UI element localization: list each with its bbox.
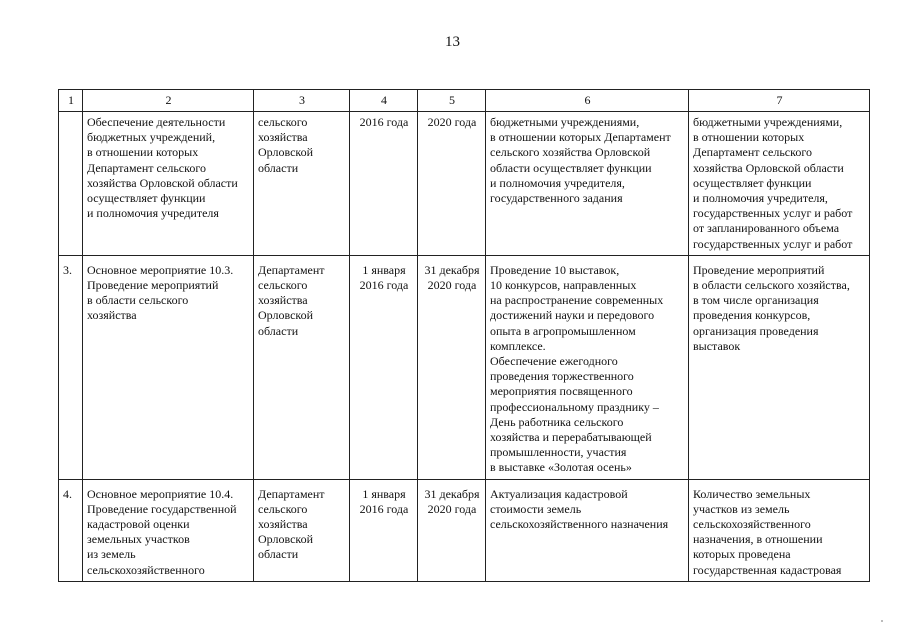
- consequences-cell: [689, 479, 870, 581]
- cell-text-line: от запланированного объема: [693, 221, 840, 236]
- start-date-cell: [350, 112, 418, 256]
- cell-text-line: бюджетных учреждений,: [87, 130, 216, 145]
- cell-text-line: Проведение государственной: [87, 501, 237, 516]
- cell-text-line: организация проведения: [693, 323, 819, 338]
- cell-text-line: хозяйства: [258, 517, 308, 532]
- cell-text-line: области: [258, 323, 299, 338]
- cell-text-line: стоимости земель: [490, 501, 582, 516]
- end-date-cell: [418, 112, 486, 256]
- table-row: [59, 112, 870, 256]
- row-number: [59, 112, 83, 256]
- cell-text-line: комплексе.: [490, 338, 546, 353]
- start-date-cell: [350, 479, 418, 581]
- end-date-cell: [418, 479, 486, 581]
- cell-text-line: Количество земельных: [693, 486, 811, 501]
- consequences-cell: [689, 112, 870, 256]
- cell-text-line: хозяйства: [87, 308, 137, 323]
- consequences-cell: [689, 255, 870, 479]
- cell-text-line: Основное мероприятие 10.3.: [87, 262, 234, 277]
- cell-text-line: 1 января: [362, 486, 406, 501]
- measure-name-cell: [83, 112, 254, 256]
- header-cell-3: 3: [254, 90, 350, 112]
- cell-text-line: хозяйства: [258, 293, 308, 308]
- cell-text-line: Орловской: [258, 532, 314, 547]
- header-cell-6: 6: [486, 90, 689, 112]
- cell-text-line: земельных участков: [87, 532, 190, 547]
- cell-text-line: на распространение современных: [490, 293, 664, 308]
- cell-text-line: сельскохозяйственного назначения: [490, 517, 669, 532]
- cell-text-line: хозяйства: [258, 130, 308, 145]
- cell-text-line: сельского: [258, 115, 308, 129]
- start-date-cell: [350, 255, 418, 479]
- table-row: [59, 479, 870, 581]
- row-number: 3.: [59, 255, 83, 479]
- cell-text-line: сельского: [258, 501, 308, 516]
- cell-text-line: проведения конкурсов,: [693, 308, 811, 323]
- header-cell-1: 1: [59, 90, 83, 112]
- cell-text-line: бюджетными учреждениями,: [693, 115, 843, 129]
- cell-text-line: которых проведена: [693, 547, 791, 562]
- cell-text-line: 31 декабря: [424, 486, 480, 501]
- cell-text-line: и полномочия учредителя,: [490, 175, 625, 190]
- cell-text-line: 2016 года: [359, 278, 409, 293]
- row-number: 4.: [59, 479, 83, 581]
- cell-text-line: Обеспечение деятельности: [87, 115, 226, 129]
- cell-text-line: Проведение мероприятий: [87, 278, 219, 293]
- cell-text-line: государственная кадастровая: [693, 562, 842, 577]
- cell-text-line: и полномочия учредителя: [87, 206, 219, 221]
- expected-result-cell: [486, 255, 689, 479]
- cell-text-line: в выставке «Золотая осень»: [490, 460, 632, 475]
- measures-table: [58, 89, 870, 582]
- cell-text-line: в отношении которых: [693, 130, 805, 145]
- cell-text-line: 2020 года: [427, 501, 477, 516]
- cell-text-line: мероприятия посвященного: [490, 384, 633, 399]
- cell-text-line: Орловской: [258, 308, 314, 323]
- cell-text-line: в области сельского: [87, 293, 189, 308]
- cell-text-line: 31 декабря: [424, 262, 480, 277]
- cell-text-line: День работника сельского: [490, 414, 624, 429]
- cell-text-line: в том числе организация: [693, 293, 819, 308]
- cell-text-line: 2020 года: [427, 115, 477, 129]
- cell-text-line: осуществляет функции: [693, 175, 812, 190]
- cell-text-line: 2016 года: [359, 501, 409, 516]
- cell-text-line: области: [258, 547, 299, 562]
- cell-text-line: Департамент: [258, 486, 325, 501]
- cell-text-line: Департамент сельского: [87, 160, 206, 175]
- cell-text-line: профессиональному празднику –: [490, 399, 659, 414]
- measure-name-cell: [83, 255, 254, 479]
- end-date-cell: [418, 255, 486, 479]
- cell-text-line: государственных услуг и работ: [693, 206, 853, 221]
- executor-cell: [254, 255, 350, 479]
- cell-text-line: хозяйства Орловской области: [87, 175, 238, 190]
- cell-text-line: 2016 года: [359, 115, 409, 129]
- cell-text-line: государственных услуг и работ: [693, 236, 853, 251]
- cell-text-line: Орловской: [258, 145, 314, 160]
- cell-text-line: осуществляет функции: [87, 191, 206, 206]
- cell-text-line: сельскохозяйственного: [693, 517, 811, 532]
- header-cell-4: 4: [350, 90, 418, 112]
- cell-text-line: назначения, в отношении: [693, 532, 823, 547]
- cell-text-line: Актуализация кадастровой: [490, 486, 628, 501]
- cell-text-line: в области сельского хозяйства,: [693, 278, 850, 293]
- header-cell-2: 2: [83, 90, 254, 112]
- cell-text-line: в отношении которых: [87, 145, 199, 160]
- header-row: [59, 90, 870, 112]
- page-number: 13: [445, 34, 460, 50]
- cell-text-line: кадастровой оценки: [87, 517, 190, 532]
- cell-text-line: 10 конкурсов, направленных: [490, 278, 637, 293]
- cell-text-line: хозяйства Орловской области: [693, 160, 844, 175]
- cell-text-line: сельского: [258, 278, 308, 293]
- cell-text-line: участков из земель: [693, 501, 790, 516]
- executor-cell: [254, 112, 350, 256]
- measure-name-cell: [83, 479, 254, 581]
- cell-text-line: хозяйства и перерабатывающей: [490, 430, 652, 445]
- executor-cell: [254, 479, 350, 581]
- cell-text-line: Основное мероприятие 10.4.: [87, 486, 234, 501]
- cell-text-line: сельского хозяйства Орловской: [490, 145, 651, 160]
- header-cell-5: 5: [418, 90, 486, 112]
- cell-text-line: выставок: [693, 338, 741, 353]
- cell-text-line: опыта в агропромышленном: [490, 323, 636, 338]
- header-cell-7: 7: [689, 90, 870, 112]
- expected-result-cell: [486, 112, 689, 256]
- expected-result-cell: [486, 479, 689, 581]
- cell-text-line: бюджетными учреждениями,: [490, 115, 640, 129]
- cell-text-line: Департамент сельского: [693, 145, 812, 160]
- cell-text-line: государственного задания: [490, 191, 623, 206]
- cell-text-line: в отношении которых Департамент: [490, 130, 671, 145]
- cell-text-line: сельскохозяйственного: [87, 562, 205, 577]
- cell-text-line: Обеспечение ежегодного: [490, 354, 618, 369]
- cell-text-line: и полномочия учредителя,: [693, 191, 828, 206]
- cell-text-line: Департамент: [258, 262, 325, 277]
- table-row: [59, 255, 870, 479]
- cell-text-line: Проведение мероприятий: [693, 262, 825, 277]
- cell-text-line: области: [258, 160, 299, 175]
- cell-text-line: Проведение 10 выставок,: [490, 262, 620, 277]
- scan-speck: [881, 620, 883, 622]
- cell-text-line: 1 января: [362, 262, 406, 277]
- cell-text-line: достижений науки и передового: [490, 308, 655, 323]
- cell-text-line: промышленности, участия: [490, 445, 627, 460]
- cell-text-line: проведения торжественного: [490, 369, 634, 384]
- cell-text-line: из земель: [87, 547, 136, 562]
- cell-text-line: 2020 года: [427, 278, 477, 293]
- cell-text-line: области осуществляет функции: [490, 160, 652, 175]
